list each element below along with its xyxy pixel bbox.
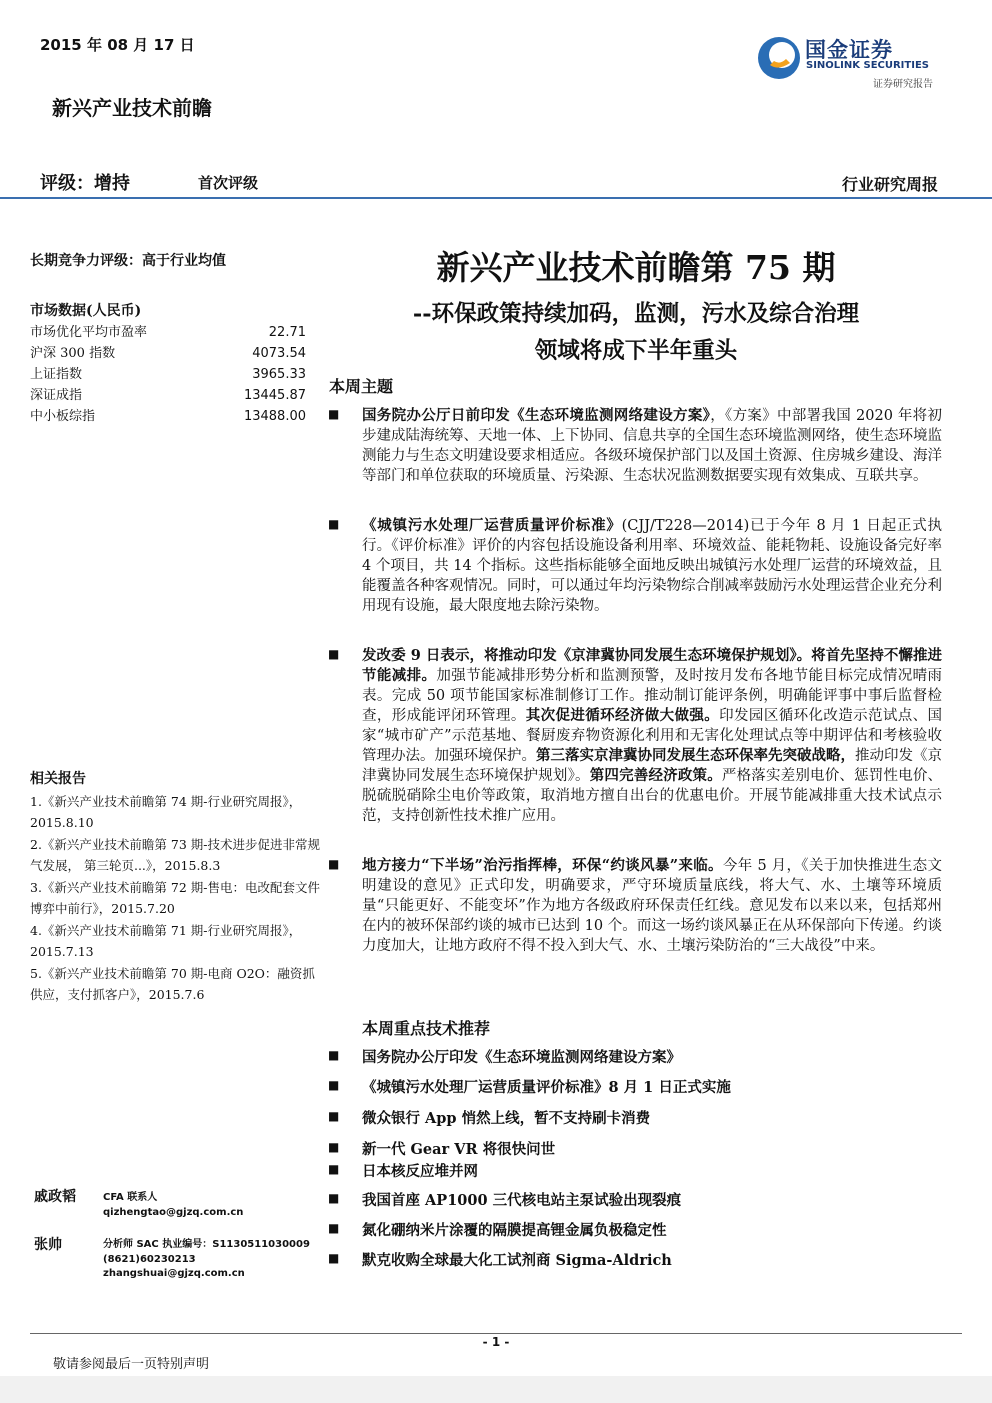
market-row: 中小板综指 13488.00 (30, 409, 306, 424)
market-row: 深证成指 13445.87 (30, 388, 306, 403)
market-data-title: 市场数据(人民币) (30, 303, 142, 319)
related-report-link[interactable]: 1.《新兴产业技术前瞻第 74 期-行业研究周报》，2015.8.10 (30, 794, 302, 830)
related-reports-title: 相关报告 (30, 771, 86, 787)
report-subtitle: --环保政策持续加码，监测，污水及综合治理 领域将成下半年重头 (412, 301, 860, 364)
header-divider (0, 197, 992, 199)
recommendation-item: ■ 日本核反应堆并网 (328, 1162, 478, 1180)
section-title-recommend: 本周重点技术推荐 (362, 1019, 491, 1038)
recommendation-item: ■ 默克收购全球最大化工试剂商 Sigma-Aldrich (328, 1251, 672, 1269)
longterm-rating: 长期竞争力评级：高于行业均值 (30, 253, 226, 269)
report-type: 行业研究周报 (841, 175, 938, 194)
related-report-link[interactable]: 3.《新兴产业技术前瞻第 72 期-售电：电改配套文件博弈中前行》，2015.7.20 (30, 880, 321, 916)
recommendation-item: ■ 微众银行 App 悄然上线，暂不支持刷卡消费 (328, 1109, 651, 1127)
footer-divider (30, 1333, 962, 1334)
disclaimer: 敬请参阅最后一页特别声明 (53, 1357, 210, 1372)
market-row: 市场优化平均市盈率 22.71 (30, 325, 306, 340)
recommendation-item: ■ 《城镇污水处理厂运营质量评价标准》8 月 1 日正式实施 (328, 1078, 731, 1096)
section-title-theme: 本周主题 (329, 377, 394, 396)
market-data-table (30, 322, 306, 427)
sinolink-logo-icon (756, 35, 802, 81)
recommendation-item: ■ 国务院办公厅印发《生态环境监测网络建设方案》 (328, 1048, 681, 1066)
report-date: 2015 年 08 月 17 日 (40, 36, 195, 54)
logo-subtitle: 证券研究报告 (873, 79, 933, 90)
analyst-email[interactable]: qizhengtao@gjzq.com.cn (103, 1206, 244, 1218)
analyst-info: 分析师 SAC 执业编号：S1130511030009 (8621)60230213 zhangshuai@gjzq.com.cn (103, 1238, 310, 1282)
related-report-link[interactable]: 4.《新兴产业技术前瞻第 71 期-行业研究周报》，2015.7.13 (30, 923, 302, 959)
report-title: 新兴产业技术前瞻第 75 期 (436, 248, 836, 287)
theme-bullet: ■ 地方接力“下半场”治污指挥棒，环保“约谈风暴”来临。今年 5 月，《关于加快推进生态文明建设的意见》正式印发，明确要求，严守环境质量底线，将大气、水、土壤等环境质量“只能更好、不能变坏”作为地方各级政府环保责任红线。意见发布以来以来，包括郑州在内的被环保部约谈的城市已达到 10 个。而这一场约谈风暴正在从环保部向下传递。约谈力度加大，让地方政府不得不投入到大气、水、土壤污染防治的“三大战役”中来。 (328, 857, 942, 954)
rating: 评级：增持 (40, 173, 130, 194)
recommendation-item: ■ 我国首座 AP1000 三代核电站主泵试验出现裂痕 (328, 1191, 682, 1209)
series-title: 新兴产业技术前瞻 (52, 96, 212, 120)
rating-first: 首次评级 (198, 174, 259, 192)
recommendation-item: ■ 氮化硼纳米片涂覆的隔膜提高锂金属负极稳定性 (328, 1221, 667, 1239)
theme-bullet: ■ 国务院办公厅日前印发《生态环境监测网络建设方案》，《方案》中部署我国 2020 年将初步建成陆海统筹、天地一体、上下协同、信息共享的全国生态环境监测网络，使生态环境监测能力与生态文明建设要求相适应。各级环境保护部门以及国土资源、住房城乡建设、海洋等部门和单位获取的环境质量、污染源、生态状况监测数据要实现有效集成、互联共享。 (328, 407, 942, 484)
analyst-name: 张帅 (34, 1237, 62, 1253)
logo-cn-text: 国金证券 (805, 38, 893, 62)
analyst-name: 戚政韬 (34, 1189, 76, 1205)
theme-bullet: ■ 发改委 9 日表示，将推动印发《京津冀协同发展生态环境保护规划》。将首先坚持不懈推进节能减排。加强节能减排形势分析和监测预警，及时按月发布各地节能目标完成情况晴雨表。完成 50 项节能国家标准制修订工作。推动制订能评条例，明确能评事中事后监督检查，形成能评闭环管理。其次促进循环经济做大做强。印发园区循环化改造示范试点、国家“城市矿产”示范基地、餐厨废弃物资源化利用和无害化处理试点等中期评估和考核验收管理办法。加强环境保护。第三落实京津冀协同发展生态环保率先突破战略，推动印发《京津冀协同发展生态环境保护规划》。第四完善经济政策。严格落实差别电价、惩罚性电价、脱硫脱硝除尘电价等政策，取消地方擅自出台的优惠电价。开展节能减排重大技术试点示范，支持创新性技术推广应用。 (328, 647, 943, 824)
logo-en-text: SINOLINK SECURITIES (806, 60, 929, 71)
related-report-link[interactable]: 5.《新兴产业技术前瞻第 70 期-电商 O2O：融资抓供应，支付抓客户》，2015.7.6 (30, 966, 315, 1002)
analyst-info: CFA 联系人 qizhengtao@gjzq.com.cn (103, 1191, 243, 1220)
analyst-email[interactable]: zhangshuai@gjzq.com.cn (103, 1268, 245, 1279)
related-report-link[interactable]: 2.《新兴产业技术前瞻第 73 期-技术进步促进非常规气发展， 第三轮页...》，2015.8.3 (30, 837, 321, 873)
page-bottom-band (0, 1376, 992, 1403)
recommendation-item: ■ 新一代 Gear VR 将很快问世 (328, 1140, 556, 1158)
theme-bullet: ■ 《城镇污水处理厂运营质量评价标准》(CJJ/T228—2014)已于今年 8 月 1 日起正式执行。《评价标准》评价的内容包括设施设备利用率、环境效益、能耗物耗、设施设备完好率 4 个项目，共 14 个指标。这些指标能够全面地反映出城镇污水处理厂运营的环境效益，且能覆盖各种客观情况。同时，可以通过年均污染物综合削减率鼓励污水处理运营企业充分利用现有设施，最大限度地去除污染物。 (328, 517, 943, 614)
page-number: - 1 - (482, 1335, 510, 1349)
market-row: 上证指数 3965.33 (30, 367, 306, 382)
market-row: 沪深 300 指数 4073.54 (30, 346, 306, 361)
related-reports-list (30, 792, 322, 1007)
